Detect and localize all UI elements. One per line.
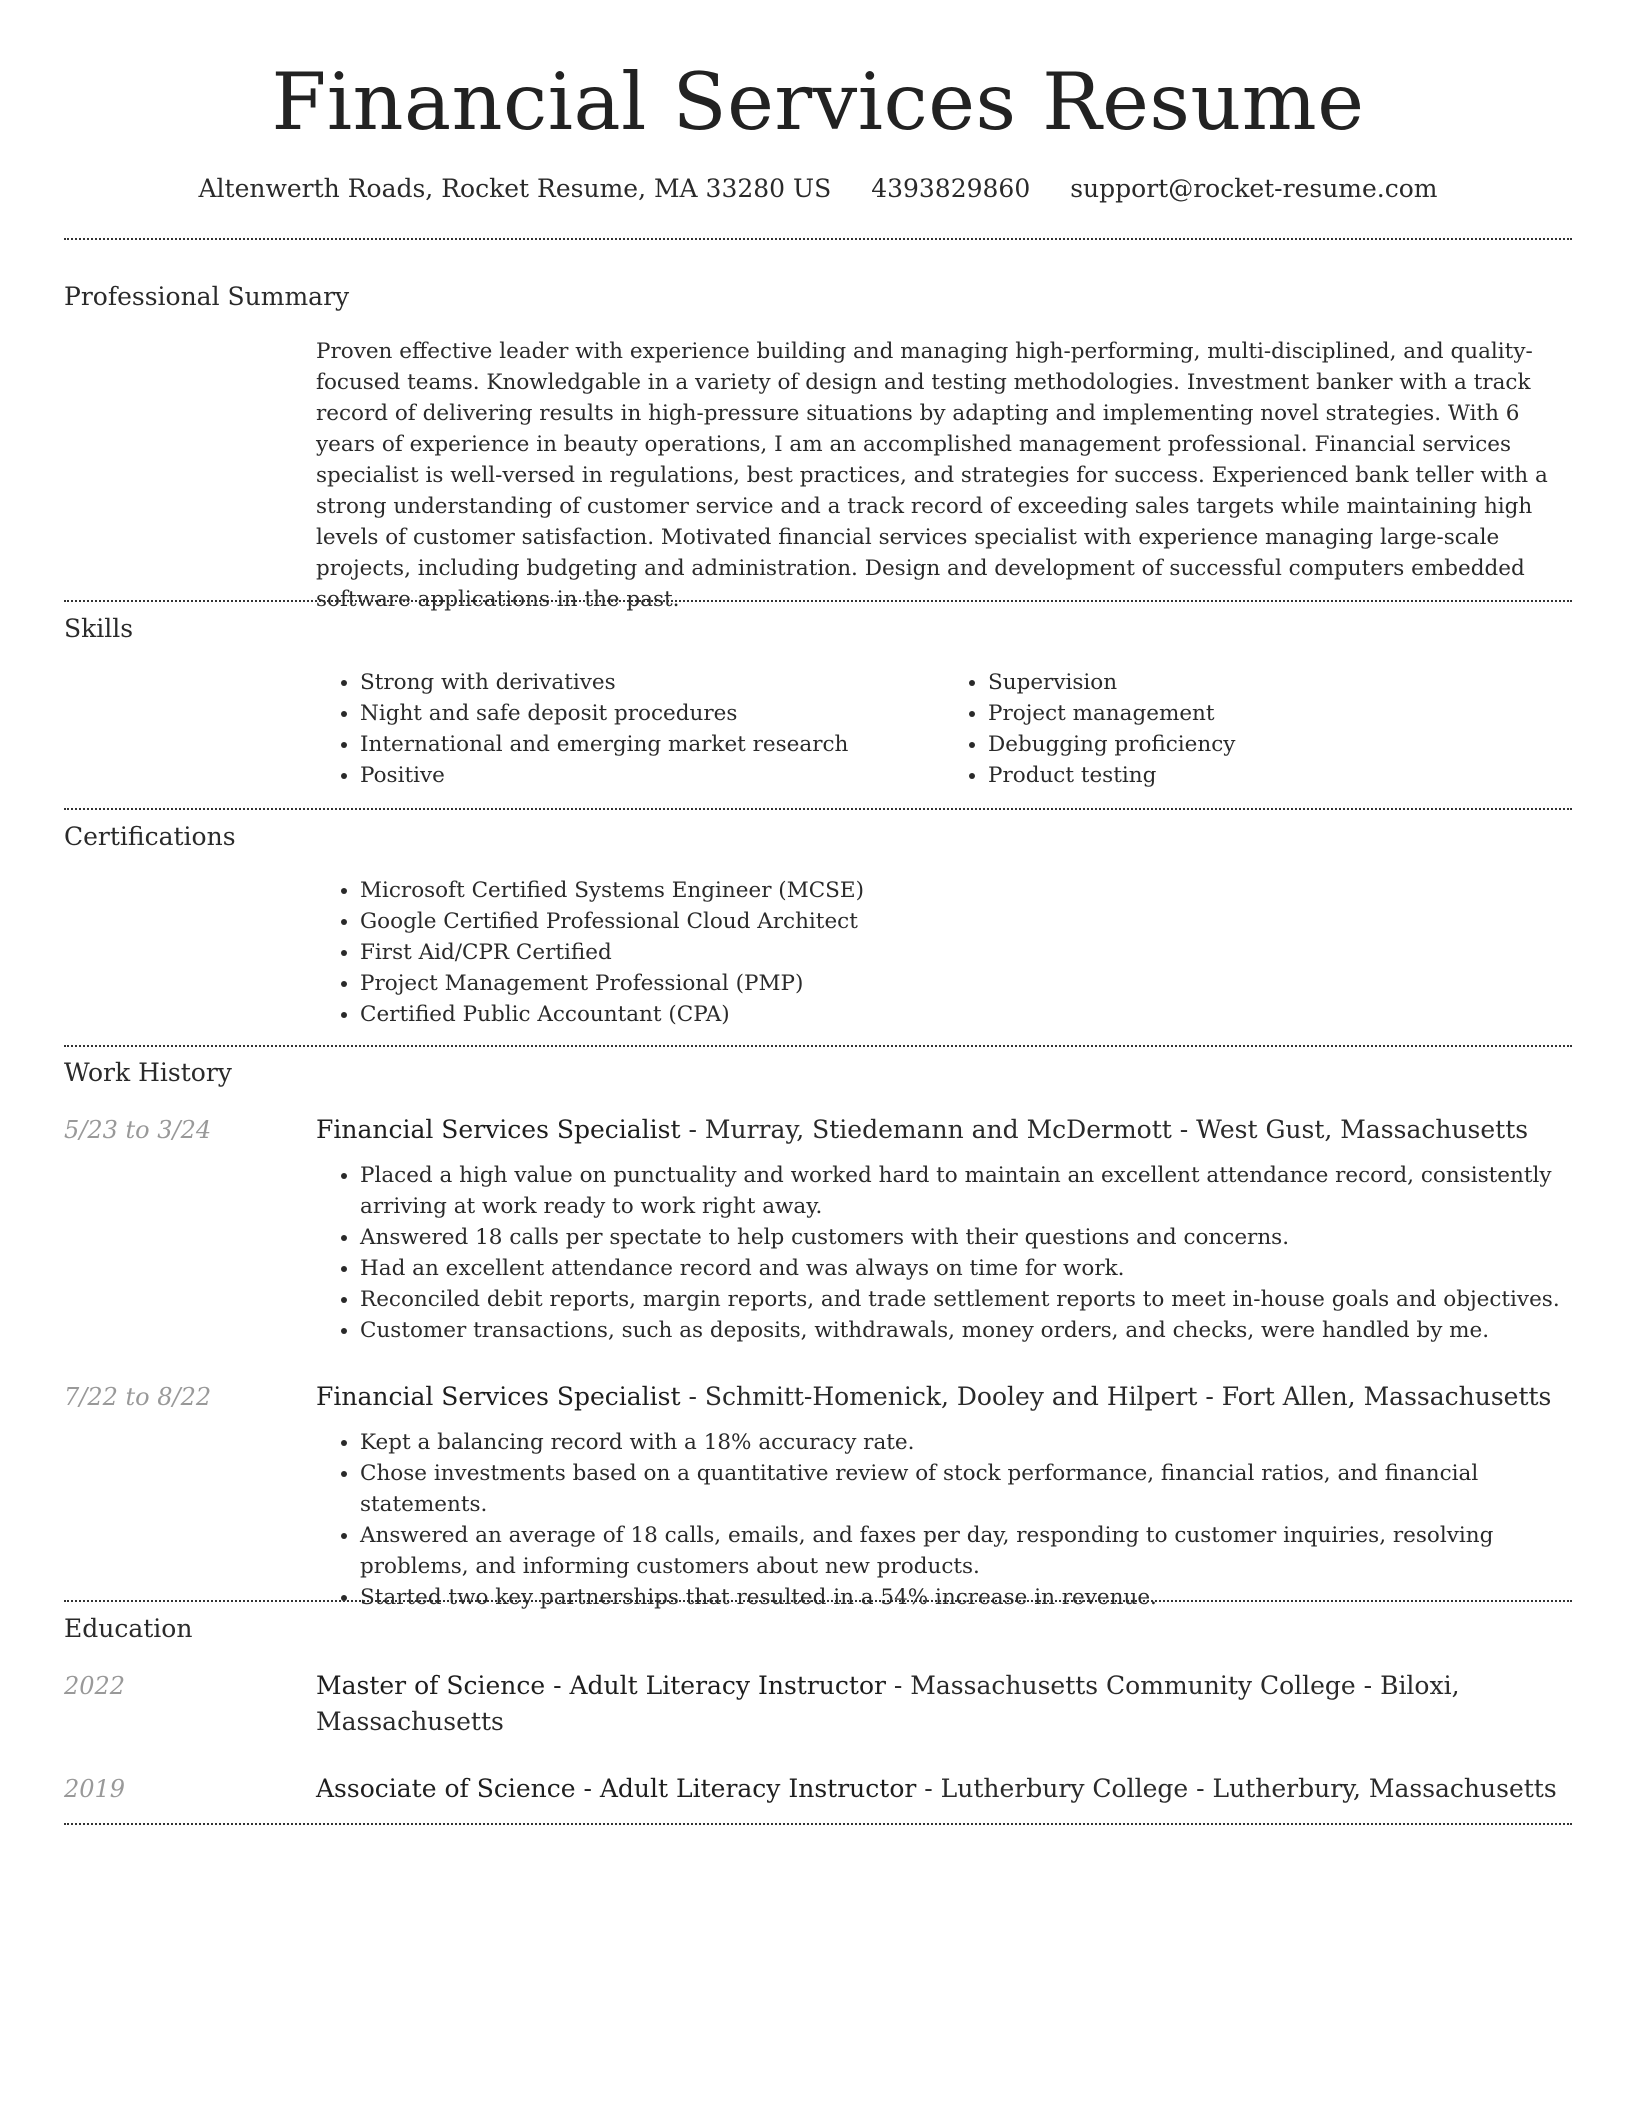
- job-role: Financial Services Specialist: [316, 1115, 681, 1144]
- job-bullet: • Customer transactions, such as deposits, withdrawals, money orders, and checks, were handled by me.: [360, 1315, 1572, 1346]
- skills-list-left: [316, 667, 944, 791]
- section-title-summary: Professional Summary: [64, 282, 350, 311]
- resume-title: Financial Services Resume: [271, 56, 1365, 148]
- section-title-certifications: Certifications: [64, 822, 236, 851]
- skill-item: • Project management: [988, 698, 1572, 729]
- education-degree: Master of Science - Adult Literacy Instructor: [316, 1671, 886, 1700]
- job-bullet: • Answered 18 calls per spectate to help customers with their questions and concerns.: [360, 1222, 1572, 1253]
- job-dates: 7/22 to 8/22: [64, 1383, 212, 1411]
- skill-item: • International and emerging market research: [360, 729, 944, 760]
- education-entry: [316, 1668, 1572, 1740]
- education-school: - Massachusetts Community College - Biloxi, Massachusetts: [316, 1671, 1460, 1736]
- contact-phone: 4393829860: [871, 174, 1031, 203]
- skill-item: • Night and safe deposit procedures: [360, 698, 944, 729]
- skills-body: [316, 667, 1572, 791]
- job-bullet: • Answered an average of 18 calls, emails, and faxes per day, responding to customer inquiries, resolving problems, and informing customers about new products.: [360, 1520, 1572, 1582]
- skill-item: • Product testing: [988, 760, 1572, 791]
- certifications-body: [316, 875, 1572, 1030]
- contact-email: support@rocket-resume.com: [1070, 174, 1438, 203]
- job-dates: 5/23 to 3/24: [64, 1116, 212, 1144]
- job-bullets: [316, 1160, 1572, 1346]
- divider: [64, 1823, 1572, 1825]
- education-school: - Lutherbury College - Lutherbury, Massachusetts: [916, 1774, 1557, 1803]
- job-bullet: • Reconciled debit reports, margin reports, and trade settlement reports to meet in-house goals and objectives.: [360, 1284, 1572, 1315]
- divider: [64, 1045, 1572, 1047]
- divider: [64, 808, 1572, 810]
- skill-item: • Debugging proficiency: [988, 729, 1572, 760]
- job-role: Financial Services Specialist: [316, 1382, 681, 1411]
- certification-item: • Google Certified Professional Cloud Architect: [360, 906, 1572, 937]
- certification-item: • First Aid/CPR Certified: [360, 937, 1572, 968]
- contact-line: [64, 172, 1572, 206]
- education-degree: Associate of Science - Adult Literacy Instructor: [316, 1774, 917, 1803]
- job-employer: - Schmitt-Homenick, Dooley and Hilpert - Fort Allen, Massachusetts: [680, 1382, 1552, 1411]
- certification-item: • Certified Public Accountant (CPA): [360, 999, 1572, 1030]
- education-year: 2022: [64, 1672, 126, 1700]
- skill-item: • Strong with derivatives: [360, 667, 944, 698]
- summary-body: [316, 336, 1572, 615]
- section-title-skills: Skills: [64, 614, 134, 643]
- skill-item: • Positive: [360, 760, 944, 791]
- skill-item: • Supervision: [988, 667, 1572, 698]
- education-heading: [316, 1771, 1572, 1807]
- education-year: 2019: [64, 1775, 126, 1803]
- section-title-education: Education: [64, 1614, 193, 1643]
- job-entry: [316, 1379, 1572, 1613]
- job-bullet: • Placed a high value on punctuality and worked hard to maintain an excellent attendance record, consistently arriving at work ready to work right away.: [360, 1160, 1572, 1222]
- summary-text: Proven effective leader with experience building and managing high-performing, multi-disciplined, and quality-focused teams. Knowledgable in a variety of design and testing methodologies. Investment banker with a track record of delivering results in high-pressure situations by adapting and implementing novel strategies. With 6 years of experience in beauty operations, I am an accomplished management professional. Financial services specialist is well-versed in regulations, best practices, and strategies for success. Experienced bank teller with a strong understanding of customer service and a track record of exceeding sales targets while maintaining high levels of customer satisfaction. Motivated financial services specialist with experience managing large-scale projects, including budgeting and administration. Design and development of successful computers embedded software applications in the past.: [316, 339, 1548, 612]
- certification-item: • Project Management Professional (PMP): [360, 968, 1572, 999]
- job-bullet: • Started two key partnerships that resulted in a 54% increase in revenue.: [360, 1582, 1572, 1613]
- contact-address: Altenwerth Roads, Rocket Resume, MA 33280 US: [198, 174, 832, 203]
- divider: [64, 1600, 1572, 1602]
- job-entry: [316, 1112, 1572, 1346]
- job-employer: - Murray, Stiedemann and McDermott - West Gust, Massachusetts: [680, 1115, 1529, 1144]
- job-bullets: [316, 1427, 1572, 1613]
- job-bullet: • Chose investments based on a quantitative review of stock performance, financial ratios, and financial statements.: [360, 1458, 1572, 1520]
- job-bullet: • Kept a balancing record with a 18% accuracy rate.: [360, 1427, 1572, 1458]
- education-entry: [316, 1771, 1572, 1807]
- job-bullet: • Had an excellent attendance record and was always on time for work.: [360, 1253, 1572, 1284]
- job-heading: [316, 1112, 1572, 1148]
- certification-item: • Microsoft Certified Systems Engineer (MCSE): [360, 875, 1572, 906]
- education-heading: [316, 1668, 1572, 1740]
- section-title-work: Work History: [64, 1058, 232, 1087]
- divider: [64, 238, 1572, 240]
- certifications-list: [316, 875, 1572, 1030]
- divider: [64, 600, 1572, 602]
- job-heading: [316, 1379, 1572, 1415]
- skills-list-right: [944, 667, 1572, 791]
